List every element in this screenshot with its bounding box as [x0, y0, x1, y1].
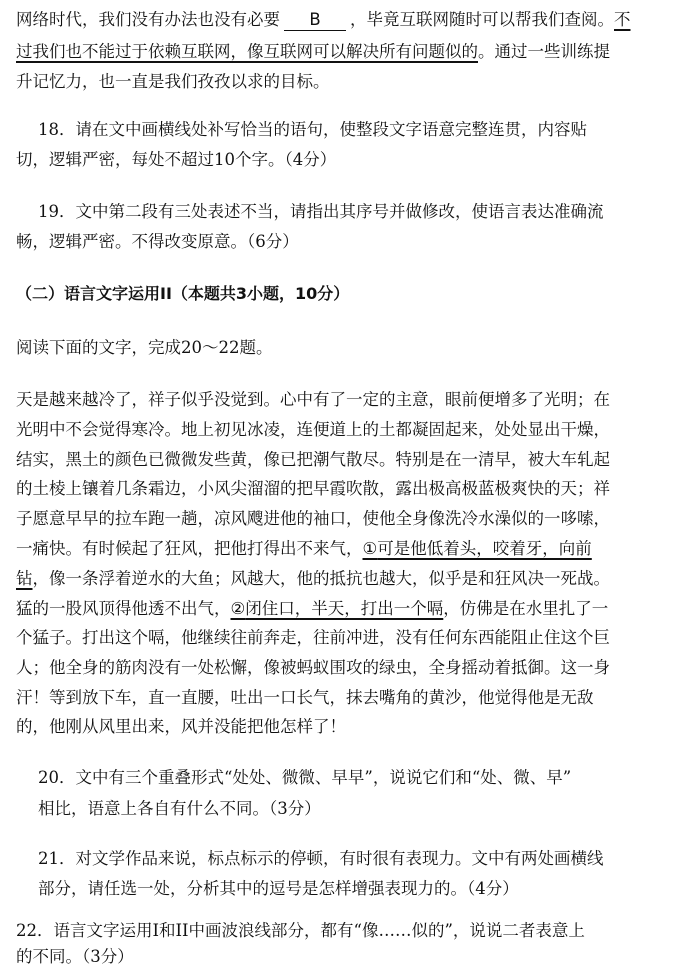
underlined-text: 过我们也不能过于依赖互联网，像互联网可以解决所有问题似的 [16, 42, 478, 61]
question-19-line-2: 畅，逻辑严密。不得改变原意。（6分） [16, 232, 299, 251]
para-top-line-3: 升记忆力，也一直是我们孜孜以求的目标。 [16, 72, 330, 91]
passage-line: 个猛子。打出这个嗝，他继续往前奔走，往前冲进，没有任何东西能阻止住这个巨 [16, 628, 610, 647]
passage-text: 子愿意早早的拉车跑一趟，凉风飕进他的袖口，使他全身像洗冷水澡似的一哆嗦， [16, 509, 610, 528]
passage-text: ，仿佛是在水里扎了一 [443, 599, 609, 618]
underlined-text: 钻 [16, 569, 33, 588]
question-20-line-2: 相比，语意上各自有什么不同。（3分） [38, 799, 321, 818]
passage-line: 的，他刚从风里出来，风并没能把他怎样了！ [16, 717, 346, 736]
question-18-line-2: 切，逻辑严密，每处不超过10个字。（4分） [16, 150, 337, 169]
para-top-line-1 [16, 8, 631, 32]
underlined-text: 不 [614, 10, 631, 29]
underlined-text: 闭住口，半天，打出一个嗝 [245, 599, 444, 618]
section-heading: （二）语言文字运用II（本题共3小题，10分） [16, 284, 350, 303]
para-top-text: ，毕竟互联网随时可以帮我们查阅。 [350, 10, 614, 29]
question-21-line-2: 部分，请任选一处，分析其中的逗号是怎样增强表现力的。（4分） [38, 879, 519, 898]
passage-text: 一痛快。有时候起了狂风，把他打得出不来气， [16, 539, 363, 558]
passage-line [16, 507, 610, 531]
passage-line: 的土棱上镶着几条霜边，小风尖溜溜的把早霞吹散，露出极高极蓝极爽快的天；祥 [16, 479, 610, 498]
para-top-text: 。通过一些训练提 [478, 42, 610, 61]
question-19-line-1: 19．文中第二段有三处表述不当，请指出其序号并做修改，使语言表达准确流 [38, 202, 604, 221]
circled-marker-1: ① [362, 539, 378, 558]
question-18-line-1: 18．请在文中画横线处补写恰当的语句，使整段文字语意完整连贯，内容贴 [38, 120, 587, 139]
passage-line: 汗！等到放下车，直一直腰，吐出一口长气，抹去嘴角的黄沙，他觉得他是无敌 [16, 688, 594, 707]
passage-line: 光明中不会觉得寒冷。地上初见冰凌，连便道上的土都凝固起来，处处显出干燥， [16, 420, 610, 439]
fill-blank: B [284, 10, 346, 31]
passage-line: 天是越来越冷了，祥子似乎没觉到。心中有了一定的主意，眼前便增多了光明；在 [16, 390, 610, 409]
passage-line [16, 597, 608, 621]
passage-line: 结实，黑土的颜色已微微发些黄，像已把潮气散尽。特别是在一清早，被大车轧起 [16, 450, 610, 469]
passage-text: ，像一条浮着逆水的大鱼；风越大，他的抵抗也越大，似乎是和狂风决一死战。 [32, 569, 610, 588]
passage-line [16, 567, 610, 591]
underlined-text: 可是他低着头，咬着牙，向前 [377, 539, 592, 558]
para-top-line-2 [16, 40, 610, 64]
para-top-text: 网络时代，我们没有办法也没有必要 [16, 10, 280, 29]
circled-marker-2: ② [230, 599, 246, 618]
question-20-line-1: 20．文中有三个重叠形式“处处、微微、早早”，说说它们和“处、微、早” [38, 768, 572, 787]
question-22-line-2: 的不同。（3分） [16, 947, 134, 966]
question-22-line-1: 22．语言文字运用I和II中画波浪线部分，都有“像……似的”，说说二者表意上 [16, 921, 585, 940]
reading-instruction: 阅读下面的文字，完成20～22题。 [16, 338, 273, 357]
question-21-line-1: 21．对文学作品来说，标点标示的停顿，有时很有表现力。文中有两处画横线 [38, 849, 604, 868]
passage-text: 猛的一股风顶得他透不出气， [16, 599, 231, 618]
passage-line [16, 537, 592, 561]
passage-line: 人；他全身的筋肉没有一处松懈，像被蚂蚁围攻的绿虫，全身摇动着抵御。这一身 [16, 658, 610, 677]
